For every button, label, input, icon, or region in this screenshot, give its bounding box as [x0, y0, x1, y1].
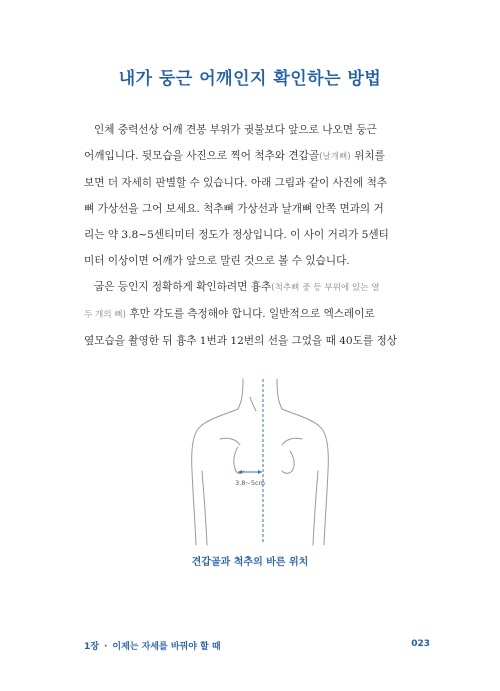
chapter-title: 이제는 자세를 바꿔야 할 때: [112, 642, 221, 652]
inline-note: 두 개의 뼈): [84, 310, 127, 320]
left-scapula: [234, 447, 244, 473]
left-scapula-ridge: [220, 438, 240, 445]
text-segment: 어깨입니다. 뒷모습을 사진으로 찍어 척추와 견갑골: [84, 150, 320, 162]
chapter-number: 1장: [84, 642, 99, 652]
right-shoulder-outline: [282, 409, 328, 545]
text-line: 뼈 가상선을 그어 보세요. 척추뼈 가상선과 날개뼈 안쪽 면과의 거: [84, 203, 384, 215]
measure-label: 3.8~5cm: [235, 479, 265, 487]
text-segment: 굽은 등인지 정확하게 확인하려면 흉추: [94, 281, 272, 293]
text-line: 옆모습을 촬영한 뒤 흉추 1번과 12번의 선을 그었을 때 40도를 정상: [84, 335, 397, 347]
running-footer: [84, 639, 221, 652]
paragraph-1: [84, 117, 432, 274]
figure-caption: 견갑골과 척추의 바른 위치: [191, 557, 309, 568]
footer-separator: ·: [103, 642, 108, 652]
left-arm-line: [202, 471, 207, 545]
left-shoulder-outline: [192, 409, 238, 545]
measure-arrow: [238, 470, 262, 474]
text-line: 리는 약 3.8~5센티미터 정도가 정상입니다. 이 사이 거리가 5센티: [84, 229, 389, 241]
neck-shadow: [250, 397, 256, 411]
text-line: 미터 이상이면 어깨가 앞으로 말린 것으로 볼 수 있습니다.: [84, 255, 350, 267]
inline-note: (척추뼈 중 등 부위에 있는 열: [271, 283, 380, 293]
text-line: [84, 301, 432, 328]
paragraph-2: [84, 274, 432, 354]
right-scapula: [282, 451, 294, 473]
text-segment: 후만 각도를 측정해야 합니다. 일반적으로 엑스레이로: [126, 308, 375, 320]
right-arm-line: [313, 471, 318, 545]
text-segment: 위치를: [350, 150, 385, 162]
text-line: 보면 더 자세히 판별할 수 있습니다. 아래 그림과 같이 사진에 척추: [84, 177, 388, 189]
neck-outline: [277, 379, 282, 409]
neck-outline: [238, 379, 243, 409]
text-line: [84, 143, 432, 170]
page-number: 023: [411, 639, 430, 649]
text-line: [84, 274, 432, 301]
page-title: 내가 둥근 어깨인지 확인하는 방법: [118, 69, 382, 89]
body-text: [84, 117, 432, 354]
back-illustration: [180, 375, 340, 547]
text-line: 인체 중력선상 어깨 견봉 부위가 귓불보다 앞으로 나오면 둥근: [94, 124, 377, 136]
inline-note: (날개뼈): [319, 152, 351, 162]
right-scapula-ridge: [282, 438, 302, 445]
